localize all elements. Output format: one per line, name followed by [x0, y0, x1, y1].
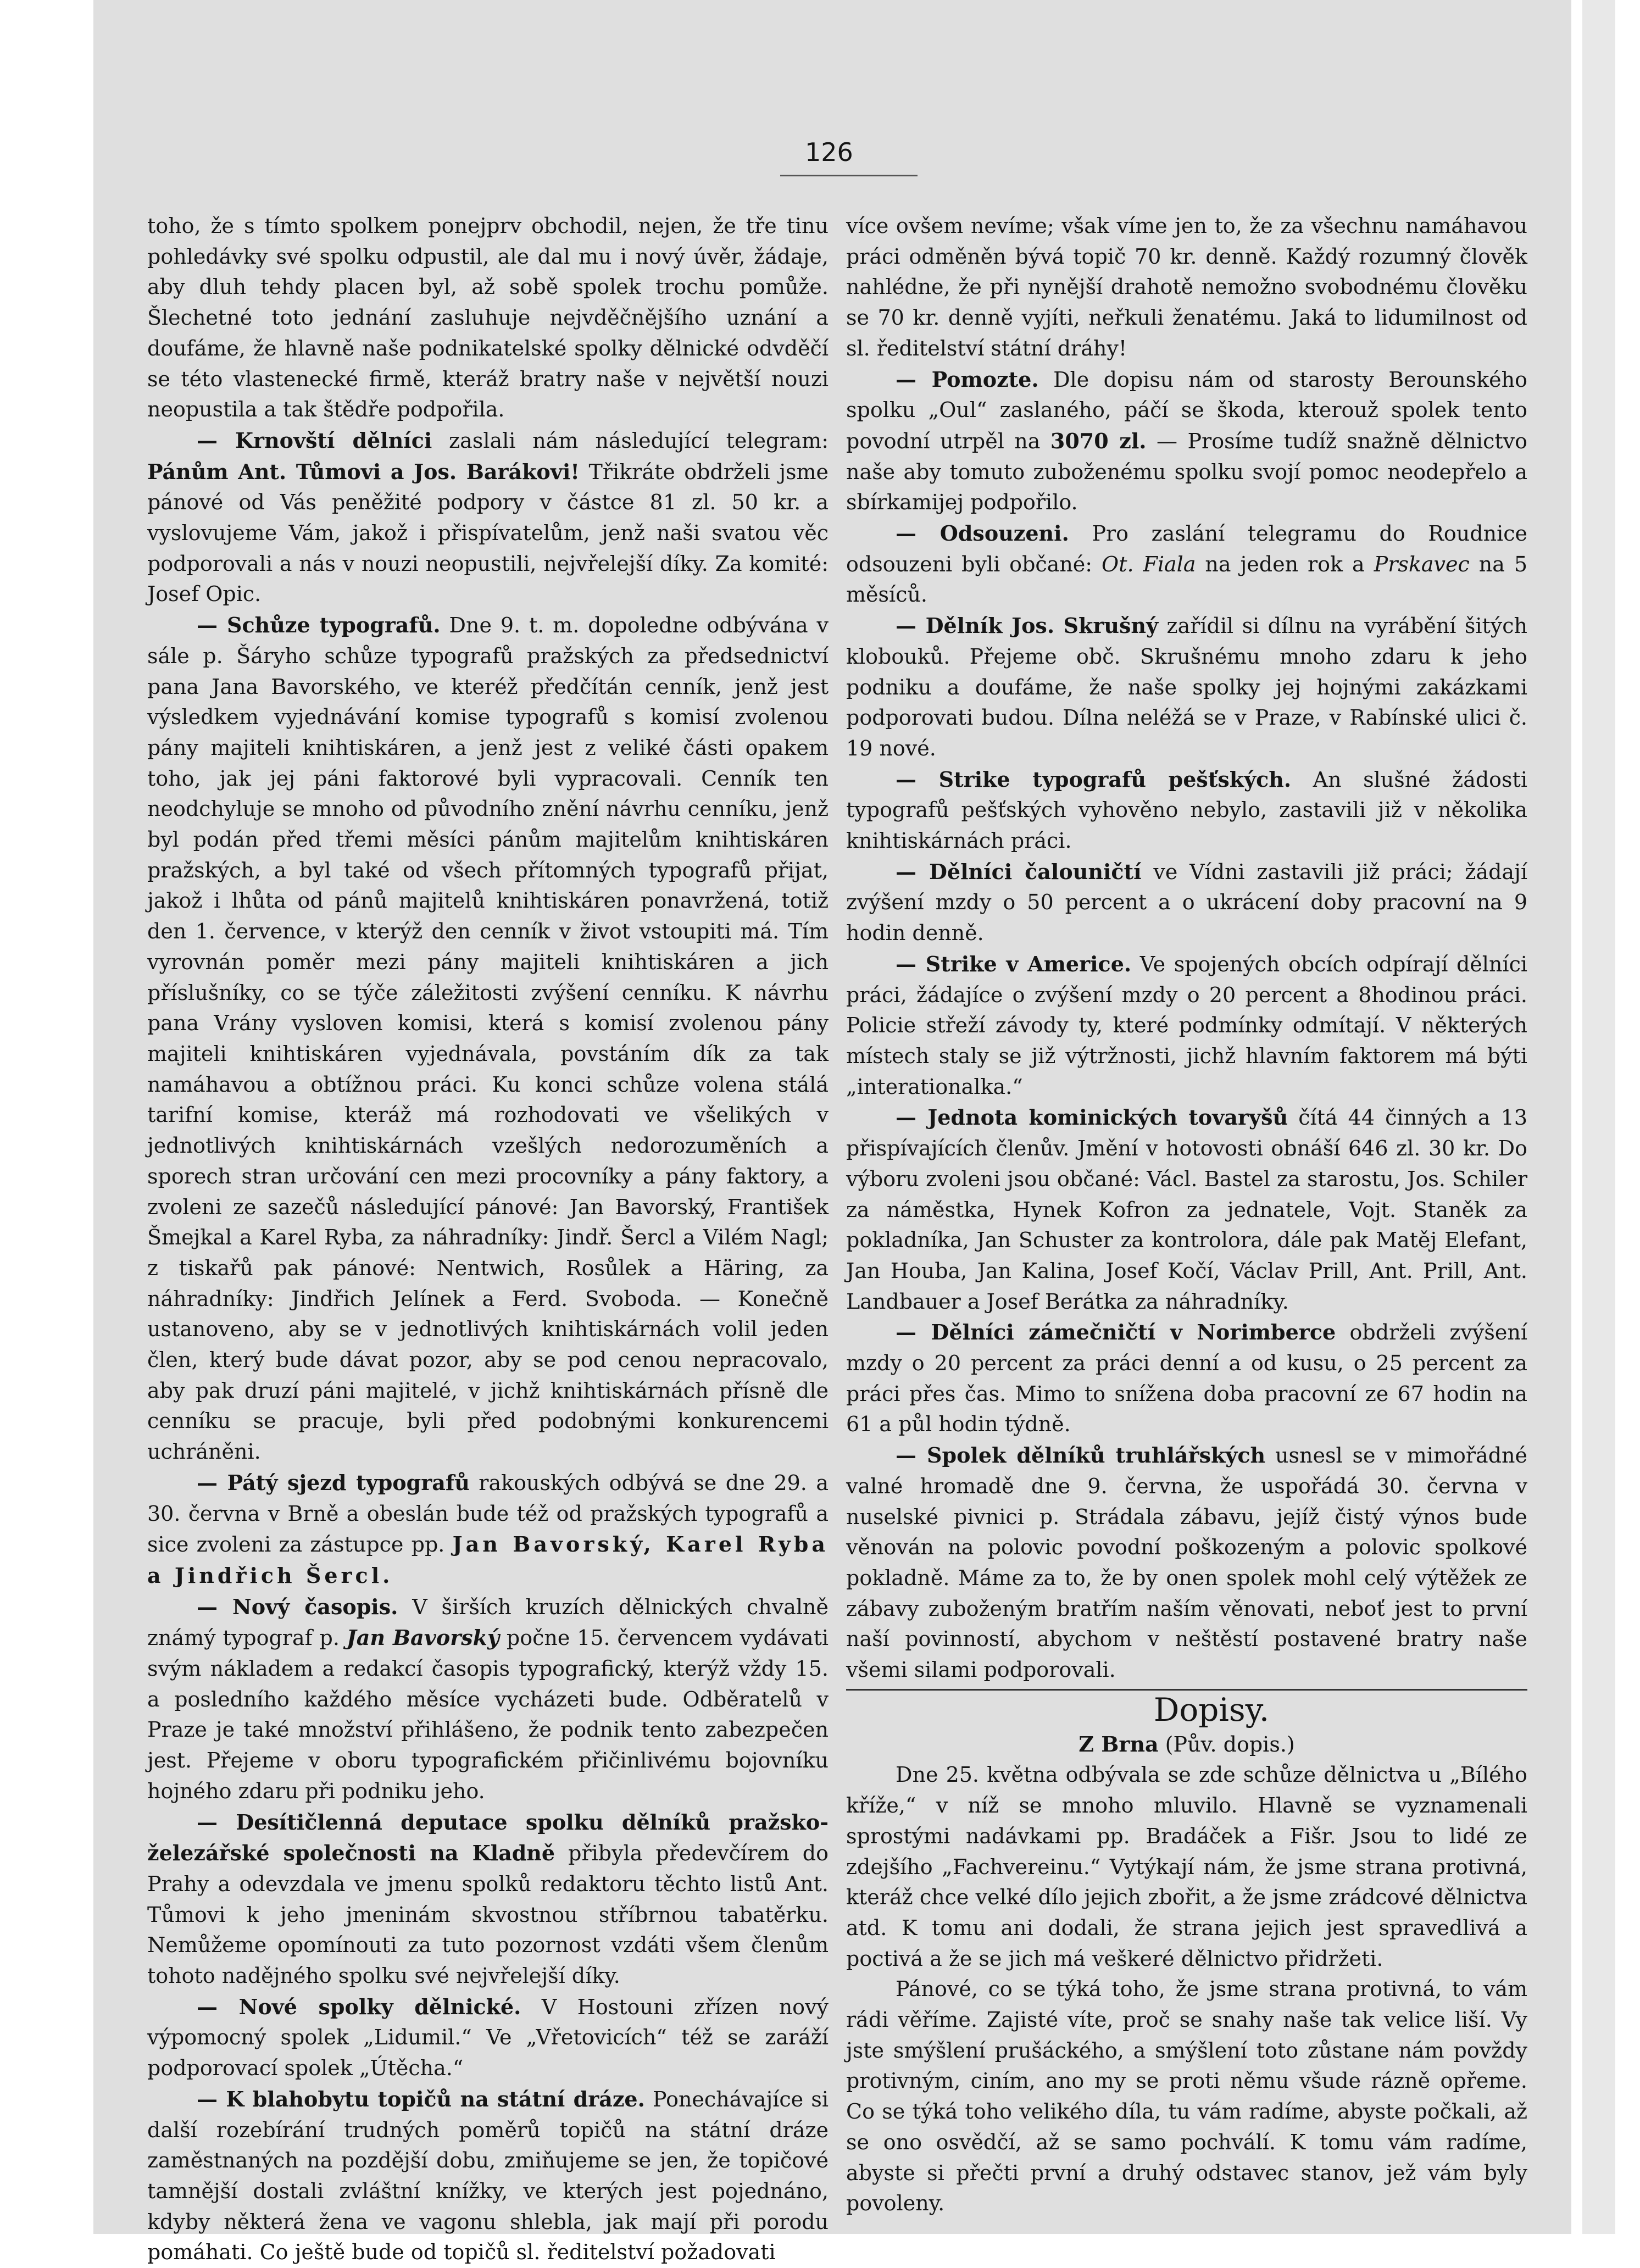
body-text: rakouských odbývá se dne 29. a 30. června v Brně a obeslán bude též od pražských typografů a sice zvoleni za zástupce pp.: [147, 1470, 829, 1557]
article-paragraph: [147, 211, 829, 425]
headline-text: — Spolek dělníků truhlářských: [896, 1443, 1266, 1468]
body-text: Dne 9. t. m. dopoledne odbývána v sále p. Šáryho schůze typografů pražských za předsednictví pana Jana Bavorského, ve kteréž předčítán cenník, jenž jest výsledkem vyjednávání komise typografů s komisí zvolenou pány majiteli knihtiskáren, a jenž jest z veliké části opakem toho, jak jej páni faktorové byli vypracovali. Cenník ten neodchyluje se mnoho od původního znění návrhu cenníku, jenž byl podán před třemi měsíci pánům majitelům knihtiskáren pražských, a byl také od všech přítomných typografů přijat, jakož i lhůta od pánů majitelů knihtiskáren ponavržená, totiž den 1. července, v kterýž den cenník v život vstoupiti má. Tím vyrovnán poměr mezi pány majiteli knihtiskáren a jich příslušníky, co se týče záležitosti zvýšení cenníku. K návrhu pana Vrány vysloven komisi, která s komisí zvolenou pány majiteli knihtiskáren vyjednávala, povstáním dík za tak namáhavou a obtížnou práci. Ku konci schůze volena stálá tarifní komise, kteráž má rozhodovati ve všelikých v jednotlivých knihtiskárnách vzešlých nedorozuměních a sporech stran určování cen mezi procovníky a pány faktory, a zvoleni ze sazečů následující pánové: Jan Bavorský, František Šmejkal a Karel Ryba, za náhradníky: Jindř. Šercl a Vilém Nagl; z tiskařů pak pánové: Nentwich, Rosůlek a Häring, za náhradníky: Jindřich Jelínek a Ferd. Svoboda. — Konečně ustanoveno, aby se v jednotlivých knihtiskárnách volil jeden člen, který bude dávat pozor, aby se pod cenou nepracovalo, aby pak druzí páni majitelé, v jichž knihtiskárnách přísně dle cenníku se pracuje, byli před podobnými konkurencemi uchráněni.: [147, 613, 829, 1464]
headline-text: — Strike v Americe.: [896, 951, 1132, 976]
article-paragraph: [147, 610, 829, 1467]
body-text: (Pův. dopis.): [1158, 1732, 1295, 1756]
article-paragraph: [147, 425, 829, 610]
headline-text: — Schůze typografů.: [197, 613, 441, 638]
article-paragraph: [846, 518, 1527, 610]
body-text: Dne 25. května odbývala se zde schůze dělnictva u „Bílého kříže,“ v níž se mnoho mluvilo. Hlavně se vyznamenali sprostými nadávkami pp. Bradáček a Fišr. Jsou to lidé ze zdejšího „Fachvereinu.“ Vytýkají nám, že jsme strana protivná, kteráž chce velké dílo jejich zbořit, a že jsme zrádcové dělnictva atd. K tomu ani dodali, že strana jejich jest spravedlivá a poctivá a že se jich má veškeré dělnictvo přidržeti.: [846, 1763, 1527, 1971]
body-text: více ovšem nevíme; však víme jen to, že za všechnu namáhavou práci odměněn bývá topič 70 kr. denně. Každý rozumný člověk nahlédne, že při nynější drahotě nemožno svobodnému člověku se 70 kr. denně vyjíti, neřkuli ženatému. Jaká to lidumilnost od sl. ředitelství státní dráhy!: [846, 214, 1527, 360]
body-text: zařídil si dílnu na vyrábění šitých klobouků. Přejeme obč. Skrušnému mnoho zdaru k jeho podniku a doufáme, že naše spolky jej hojnými zakázkami podporovati budou. Dílna neléžá se v Praze, v Rabínské ulici č. 19 nové.: [846, 614, 1527, 760]
headline-text: Jan Bavorský, Karel Ryba a Jindřich Šercl.: [147, 1532, 829, 1588]
article-paragraph: [846, 857, 1527, 949]
headline-text: Pánům Ant. Tůmovi a Jos. Barákovi!: [147, 459, 580, 484]
article-paragraph: [147, 1467, 829, 1592]
headline-text: — Jednota kominických tovaryšů: [896, 1105, 1288, 1130]
headline-text: — Odsouzeni.: [896, 521, 1069, 546]
article-paragraph: [846, 949, 1527, 1103]
right-column-articles: [846, 211, 1527, 1686]
body-text: toho, že s tímto spolkem ponejprv obchodil, nejen, že tře tinu pohledávky své spolku odpustil, ale dal mu i nový úvěr, žádaje, aby dluh tehdy placen byl, až sobě spolek trochu pomůže. Šlechetné toto jednání zasluhuje nejvděčnějšího uznání a doufáme, že hlavně naše podnikatelské spolky dělnické odvděčí se této vlastenecké firmě, kteráž bratry naše v největší nouzi neopustila a tak štědře podpořila.: [147, 214, 829, 422]
body-text: počne 15. červencem vydávati svým nákladem a redakcí časopis typografický, kterýž vždy 15. a posledního každého měsíce vycházeti bude. Odběratelů v Praze je také množství přihlášeno, že podnik tento zabezpečen jest. Přejeme v oboru typografickém přičinlivému bojovníku hojného zdaru při podniku jeho.: [147, 1626, 829, 1803]
article-paragraph: [147, 2084, 829, 2268]
body-text: přibyla předevčírem do Prahy a odevzdala ve jmenu spolků redaktoru těchto listů Ant. Tůmovi k jeho jmeninám skvostnou stříbrnou tabatěrku. Nemůžeme opomínouti za tuto pozornost vzdáti všem členům tohoto nadějného spolku své nejvřelejší díky.: [147, 1841, 829, 1988]
page-number: 126: [805, 137, 853, 167]
body-text: — Prosíme tudíž snažně dělnictvo naše aby tomuto zuboženému spolku svojí pomoc neodepřelo a sbírkamijej podpořilo.: [846, 429, 1527, 515]
page-number-rule: [780, 175, 918, 176]
headline-text: Z Brna: [1078, 1731, 1159, 1756]
body-text: V Hostouni zřízen nový výpomocný spolek „Lidumil.“ Ve „Vřetovicích“ též se zaráží podporovací spolek „Útěcha.“: [147, 1994, 829, 2081]
headline-text: — Desítičlenná deputace spolku dělníků pražsko-železářské společnosti na Kladně: [147, 1809, 829, 1866]
article-paragraph: [846, 1440, 1527, 1686]
article-paragraph: [846, 211, 1527, 364]
body-text: Prskavec: [1374, 552, 1470, 576]
article-paragraph: [147, 1592, 829, 1807]
body-text: zaslali nám následující telegram:: [432, 428, 829, 453]
headline-text: Jan Bavorský: [346, 1625, 500, 1650]
body-text: na jeden rok a: [1196, 552, 1374, 576]
section-title-dopisy: Dopisy.: [1153, 1691, 1270, 1728]
body-text: Pro zaslání telegramu do Roudnice odsouzeni byli občané:: [846, 521, 1527, 576]
body-text: Dle dopisu nám od starosty Berounského spolku „Oul“ zaslaného, páčí se škoda, kterouž spolek tento povodní utrpěl na: [846, 367, 1527, 453]
body-text: obdrželi zvýšení mzdy o 20 percent za práci denní a od kusu, o 25 percent za práci přes čas. Mimo to snížena doba pracovní ze 67 hodin na 61 a půl hodin týdně.: [846, 1320, 1527, 1437]
headline-text: 3070 zl.: [1050, 428, 1147, 453]
left-column: [147, 211, 829, 2268]
article-paragraph: [846, 764, 1527, 857]
right-column: [846, 211, 1527, 2219]
article-paragraph: [846, 610, 1527, 764]
body-text: Třikráte obdrželi jsme pánové od Vás peněžité podpory v částce 81 zl. 50 kr. a vyslovujeme Vám, jakož i přispívatelům, jenž naši svatou věc podporovali a nás v nouzi neopustili, nejvřelejší díky. Za komité: Josef Opic.: [147, 459, 829, 607]
body-text: čítá 44 činných a 13 přispívajících členův. Jmění v hotovosti obnáší 646 zl. 30 kr. Do výboru zvoleni jsou občané: Václ. Bastel za starostu, Jos. Schiler za náměstka, Hynek Kofron za jednatele, Vojt. Staněk za pokladníka, Jan Schuster za kontrolora, dále pak Matěj Elefant, Jan Houba, Jan Kalina, Josef Kočí, Václav Prill, Ant. Prill, Ant. Landbauer a Josef Berátka za náhradníky.: [846, 1105, 1527, 1314]
article-paragraph: [846, 1974, 1527, 2219]
headline-text: — Dělník Jos. Skrušný: [896, 613, 1159, 638]
article-paragraph: [147, 1992, 829, 2084]
body-text: Ot. Fiala: [1102, 552, 1196, 576]
body-text: V širších kruzích dělnických chvalně známý typograf p.: [147, 1594, 829, 1650]
body-text: Pánové, co se týká toho, že jsme strana protivná, to vám rádi věříme. Zajisté víte, proč se snahy naše tak velice liší. Vy jste smýšlení prušáckého, a smýšlení toto zůstane nám povždy protivným, ciním, ano my se proti němu všude rázně opřeme. Co se týká toho velikého díla, tu vám radíme, abyste počkali, až se ono osvědčí, až se samo pochválí. K tomu vám radíme, abyste si přečti první a druhý odstavec stanov, jež vám byly povoleny.: [846, 1977, 1527, 2216]
article-paragraph: [147, 1807, 829, 1992]
article-paragraph: [846, 1102, 1527, 1317]
page-edge: [1582, 0, 1615, 2234]
headline-text: — Dělníci čalouničtí: [896, 859, 1142, 884]
headline-text: — Nový časopis.: [197, 1594, 398, 1619]
body-text: ve Vídni zastavili již práci; žádají zvýšení mzdy o 50 percent a o ukrácení doby pracovní na 9 hodin denně.: [846, 859, 1527, 946]
headline-text: — Dělníci zámečničtí v Norimberce: [896, 1320, 1336, 1345]
article-paragraph: [846, 1729, 1527, 1760]
headline-text: — Strike typografů pešťských.: [896, 766, 1292, 792]
dopisy-articles: [846, 1729, 1527, 2219]
body-text: Ve spojených obcích odpírají dělníci práci, žádajíce o zvýšení mzdy o 20 percent a 8hodinou práci. Policie střeží závody ty, které podmínky odmítají. V některých místech staly se již výtržnosti, jichž hlavním faktorem má býti „interationalka.“: [846, 952, 1527, 1099]
headline-text: — K blahobytu topičů na státní dráze.: [197, 2086, 645, 2111]
article-paragraph: [846, 1760, 1527, 1974]
headline-text: — Pomozte.: [896, 366, 1039, 392]
article-paragraph: [846, 364, 1527, 519]
headline-text: — Pátý sjezd typografů: [197, 1470, 470, 1495]
body-text: Ponechávajíce si další rozebírání trudných poměrů topičů na státní dráze zaměstnaných na pozdější dobu, zmiňujeme se jen, že topičové tamnější dostali zvláštní knížky, ve kterých jest pojednáno, kdyby některá žena ve vagonu shlebla, jak mají při porodu pomáhati. Co ještě bude od topičů sl. ředitelství požadovati: [147, 2087, 829, 2265]
headline-text: — Krnovští dělníci: [197, 427, 432, 453]
body-text: usnesl se v mimořádné valné hromadě dne 9. června, že uspořádá 30. června v nuselské pivnici p. Strádala zábavu, jejíž čistý výnos bude věnován na polovic povodní poškozeným a polovic spolkové pokladně. Máme za to, že by onen spolek mohl celý výtěžek ze zábavy zuboženým bratřím naším věnovati, neboť jest to první naší povinností, abychom v neštěstí postavené bratry naše všemi silami podporovali.: [846, 1443, 1527, 1682]
article-paragraph: [846, 1317, 1527, 1440]
body-text: An slušné žádosti typografů pešťských vyhověno nebylo, zastavili již v několika knihtiskárnách práci.: [846, 767, 1527, 853]
body-text: na 5 měsíců.: [846, 552, 1527, 607]
headline-text: — Nové spolky dělnické.: [197, 1994, 521, 2019]
